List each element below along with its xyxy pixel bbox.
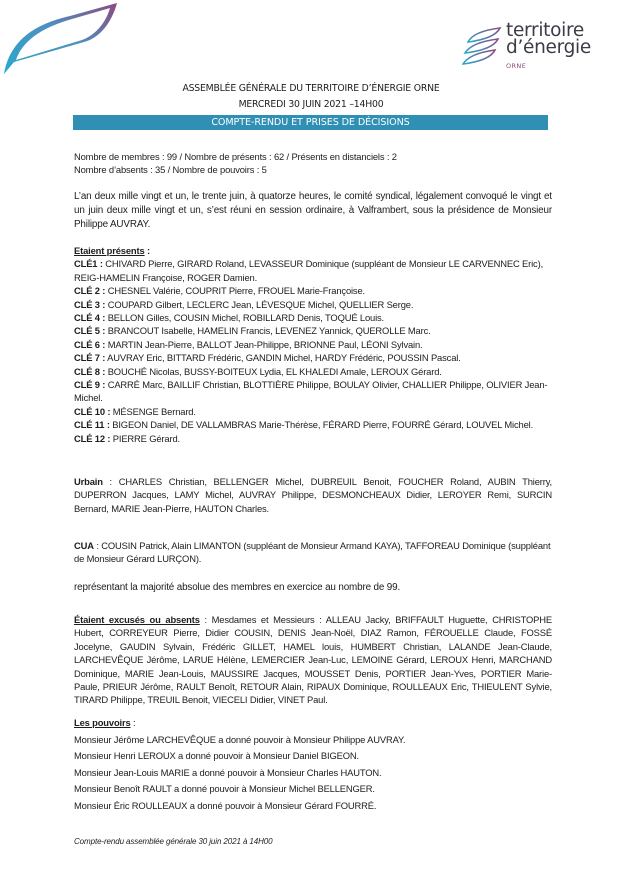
cle-label: CLÉ 5 :: [74, 325, 106, 337]
cle-row: [74, 284, 552, 297]
cle-names: BOUCHÉ Nicolas, BUSSY-BOITEUX Lydia, EL KHALEDI Amale, LEROUX Gérard.: [105, 365, 442, 377]
cle-row: [74, 351, 552, 364]
pouvoir-item: Monsieur Éric ROULLEAUX a donné pouvoir à Monsieur Gérard FOURRÉ.: [74, 799, 377, 811]
presents-section: [74, 244, 552, 445]
cle-label: CLÉ 10 :: [74, 405, 111, 417]
pouvoirs-list: [74, 732, 552, 815]
cle-names: BELLON Gilles, COUSIN Michel, ROBILLARD Denis, TOQUÉ Louis.: [105, 312, 385, 324]
document-title: ASSEMBLÉE GÉNÉRALE DU TERRITOIRE D’ÉNERGIE ORNE: [182, 83, 440, 94]
pouvoir-item: Monsieur Jean-Louis MARIE a donné pouvoir à Monsieur Charles HAUTON.: [74, 766, 382, 778]
logo-subtitle: ORNE: [506, 62, 527, 70]
cle-names: BIGEON Daniel, DE VALLAMBRAS Marie-Thérèse, FÉRARD Pierre, FOURRÉ Gérard, LOUVEL Michel.: [109, 419, 534, 431]
stats-line-2: Nombre d’absents : 35 / Nombre de pouvoirs : 5: [74, 164, 267, 176]
cle-row: [74, 311, 552, 324]
cle-label: CLÉ 9 :: [74, 379, 106, 391]
document-date: MERCREDI 30 JUIN 2021 –14H00: [238, 99, 384, 110]
pouvoir-item: Monsieur Benoît RAULT a donné pouvoir à Monsieur Michel BELLENGER.: [74, 783, 375, 795]
cle-names: MÉSENGE Bernard.: [110, 405, 196, 417]
cle-label: CLÉ 3 :: [74, 298, 106, 310]
intro-paragraph: L’an deux mille vingt et un, le trente juin, à quatorze heures, le comité syndical, légalement convoqué le vingt et un juin deux mille vingt et un, s’est réuni en session ordinaire, à Valframbert, sous la présidence de Monsieur Philippe AUVRAY.: [74, 191, 552, 230]
urbain-label: Urbain: [74, 476, 103, 487]
urbain-section: [74, 475, 552, 515]
cle-names: PIERRE Gérard.: [110, 432, 180, 444]
logo-line2: d’énergie: [506, 37, 591, 58]
presents-heading: Etaient présents: [74, 245, 145, 256]
attendance-stats: [74, 150, 552, 177]
decorative-swoosh-icon: [0, 0, 130, 80]
cle-row: [74, 378, 552, 405]
page-footer: Compte-rendu assemblée générale 30 juin 2021 à 14H00: [74, 837, 273, 846]
pouvoirs-heading-row: [74, 715, 552, 732]
urbain-names: : CHARLES Christian, BELLENGER Michel, DUBREUIL Benoit, FOUCHER Roland, AUBIN Thierry, DUPERRON Jacques, LAMY Michel, AUVRAY Philippe, DESMONCHEAUX Didier, LEROYER Remi, SURCIN Bernard, MARIE Jean-Pierre, HAUTON Charles.: [74, 476, 552, 514]
logo-leaves-icon: [462, 26, 504, 66]
cle-label: CLÉ 4 :: [74, 312, 106, 324]
pouvoirs-heading-suffix: :: [130, 717, 136, 728]
cle-label: CLÉ 7 :: [74, 352, 106, 364]
cle-row: [74, 365, 552, 378]
pouvoir-item: Monsieur Henri LEROUX a donné pouvoir à Monsieur Daniel BIGEON.: [74, 750, 359, 762]
logo-line1: territoire: [506, 20, 584, 41]
majority-statement: représentant la majorité absolue des membres en exercice au nombre de 99.: [74, 582, 401, 593]
cle-names: AUVRAY Eric, BITTARD Frédéric, GANDIN Michel, HARDY Frédéric, POUSSIN Pascal.: [105, 352, 461, 364]
cle-names: BRANCOUT Isabelle, HAMELIN Francis, LEVENEZ Yannick, QUEROLLE Marc.: [105, 325, 431, 337]
absents-section: [74, 613, 552, 707]
cle-row: [74, 338, 552, 351]
absents-heading: Étaient excusés ou absents: [74, 614, 200, 625]
cle-label: CLÉ 6 :: [74, 338, 106, 350]
cua-section: [74, 539, 552, 566]
cua-names: : COUSIN Patrick, Alain LIMANTON (suppléant de Monsieur Armand KAYA), TAFFOREAU Dominique (suppléant de Monsieur Gérard LURÇON).: [74, 540, 551, 565]
absents-names: : Mesdames et Messieurs : ALLEAU Jacky, BRIFFAULT Huguette, CHRISTOPHE Hubert, CORREYEUR Pierre, Didier COUSIN, DENIS Jean-Noël, DIAZ Ramon, FÉROUELLE Claude, FOSSÉ Jocelyne, GAUDIN Sylvain, Frédéric GILLET, HAMEL louis, HUMBERT Christian, LALANDE Jean-Claude, LARCHEVÊQUE Jérôme, LARUE Hélène, LEMERCIER Jean-Luc, LEMOINE Gérard, LEROUX Henri, MARCHAND Dominique, MARIE Jean-Louis, MAUSSIRE Jacques, MOUSSET Denis, PORTIER Jean-Yves, PORTIER Marie-Paule, PRIEUR Jérôme, RAULT Benoît, RETOUR Alain, RIPAUX Dominique, ROULLEAUX Eric, THIEULENT Sylvie, TIRARD Philippe, TREUIL Benoit, VIECELI Didier, VINET Paul.: [74, 614, 552, 706]
presents-heading-row: [74, 244, 552, 257]
cle-list: [74, 257, 552, 445]
pouvoirs-heading: Les pouvoirs: [74, 717, 131, 728]
cle-label: CLÉ 12 :: [74, 432, 111, 444]
cle-row: [74, 257, 552, 284]
stats-line-1: Nombre de membres : 99 / Nombre de présents : 62 / Présents en distanciels : 2: [74, 151, 397, 162]
presents-heading-suffix: :: [144, 245, 150, 256]
organization-logo: [462, 22, 612, 78]
cle-names: COUPARD Gilbert, LECLERC Jean, LÉVESQUE Michel, QUELLIER Serge.: [105, 298, 414, 310]
pouvoir-item: Monsieur Jérôme LARCHEVÊQUE a donné pouvoir à Monsieur Philippe AUVRAY.: [74, 733, 406, 745]
cle-row: [74, 324, 552, 337]
cle-names: CHESNEL Valérie, COUPRIT Pierre, FROUEL Marie-Françoise.: [105, 285, 365, 297]
section-banner: COMPTE-RENDU ET PRISES DE DÉCISIONS: [73, 115, 548, 130]
cle-label: CLÉ 11 :: [74, 419, 110, 431]
cle-names: MARTIN Jean-Pierre, BALLOT Jean-Philippe, BRIONNE Paul, LÉONI Sylvain.: [105, 338, 423, 350]
cle-names: CHIVARD Pierre, GIRARD Roland, LEVASSEUR Dominique (suppléant de Monsieur LE CARVENNEC Eric), REIG-HAMELIN Françoise, ROGER Damien.: [74, 258, 544, 283]
cle-label: CLÉ 2 :: [74, 285, 106, 297]
pouvoirs-section: [74, 715, 552, 815]
cle-names: CARRÉ Marc, BAILLIF Christian, BLOTTIÈRE Philippe, BOULAY Olivier, CHALLIER Philippe, OLIVIER Jean-Michel.: [74, 379, 548, 404]
cle-row: [74, 432, 552, 445]
cle-row: [74, 405, 552, 418]
cle-row: [74, 418, 552, 431]
cle-row: [74, 298, 552, 311]
cle-label: CLÉ1 :: [74, 258, 103, 270]
cle-label: CLÉ 8 :: [74, 365, 106, 377]
cua-label: CUA: [74, 540, 94, 551]
